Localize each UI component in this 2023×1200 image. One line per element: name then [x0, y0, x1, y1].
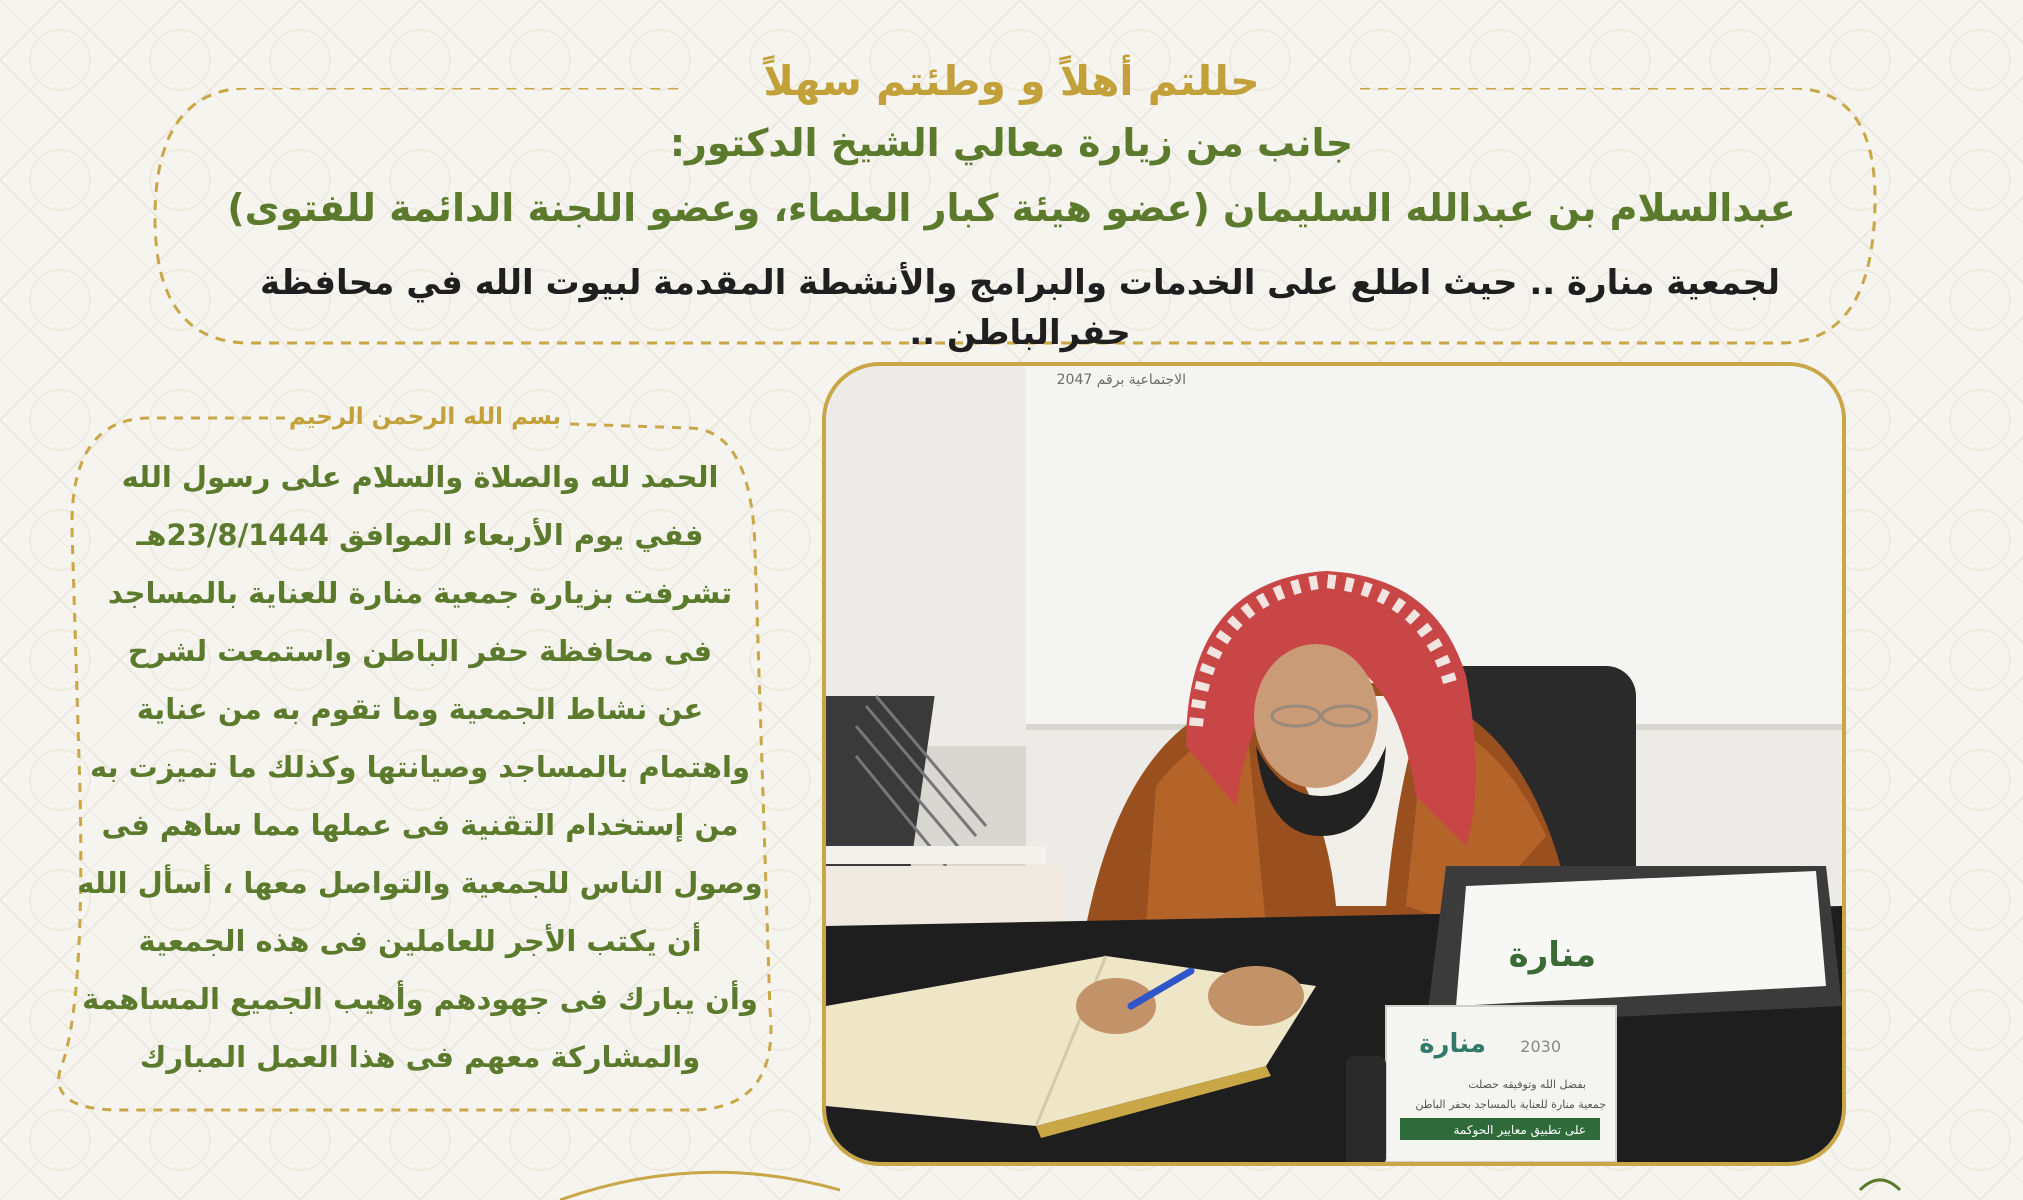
- letter-line: والمشاركة معهم فى هذا العمل المبارك: [139, 1040, 701, 1074]
- photo-illustration: [826, 366, 1842, 1162]
- desk-sign-banner: على تطبيق معايير الحوكمة: [1453, 1123, 1586, 1137]
- desk-sign-text: جمعية منارة للعناية بالمساجد بحفر الباطن: [1415, 1098, 1606, 1111]
- letter-line: فى محافظة حفر الباطن واستمعت لشرح: [127, 634, 713, 668]
- letter-line: من إستخدام التقنية فى عملها مما ساهم فى: [101, 808, 739, 842]
- letter-line: الحمد لله والصلاة والسلام على رسول الله: [121, 460, 719, 494]
- welcome-heading: حللتم أهلاً و وطئتم سهلاً: [763, 57, 1260, 105]
- basmala: بسم الله الرحمن الرحيم: [288, 404, 562, 430]
- guest-name: عبدالسلام بن عبدالله السليمان (عضو هيئة كبار العلماء، وعضو اللجنة الدائمة للفتوى): [227, 186, 1796, 230]
- visit-intro: جانب من زيارة معالي الشيخ الدكتور:: [669, 121, 1354, 165]
- visit-photo: [822, 362, 1846, 1166]
- desk-sign-year: 2030: [1520, 1037, 1561, 1056]
- letter-line: أن يكتب الأجر للعاملين فى هذه الجمعية: [138, 924, 702, 958]
- visit-purpose: لجمعية منارة .. حيث اطلع على الخدمات والبرامج والأنشطة المقدمة لبيوت الله في محافظة حفرالباطن ..: [260, 263, 1780, 353]
- letter-line: واهتمام بالمساجد وصيانتها وكذلك ما تميزت به: [90, 750, 750, 784]
- letter-line: وصول الناس للجمعية والتواصل معها ، أسأل الله: [77, 866, 763, 900]
- letter-line: عن نشاط الجمعية وما تقوم به من عناية: [136, 692, 704, 726]
- wall-sign-text: الاجتماعية برقم 2047: [1056, 372, 1186, 388]
- letter-line: تشرفت بزيارة جمعية منارة للعناية بالمساجد: [107, 576, 733, 610]
- letter-line: ففي يوم الأربعاء الموافق 23/8/1444هـ: [136, 518, 704, 552]
- letter-line: وأن يبارك فى جهودهم وأهيب الجميع المساهمة: [82, 982, 758, 1016]
- desk-sign-logo: منارة: [1419, 1029, 1486, 1059]
- letter-text: [60, 448, 780, 1086]
- desk-sign-text: بفضل الله وتوفيقه حصلت: [1468, 1078, 1586, 1091]
- paper-logo-text: منارة: [1508, 935, 1596, 975]
- bottom-ornament-line: [0, 1160, 2023, 1200]
